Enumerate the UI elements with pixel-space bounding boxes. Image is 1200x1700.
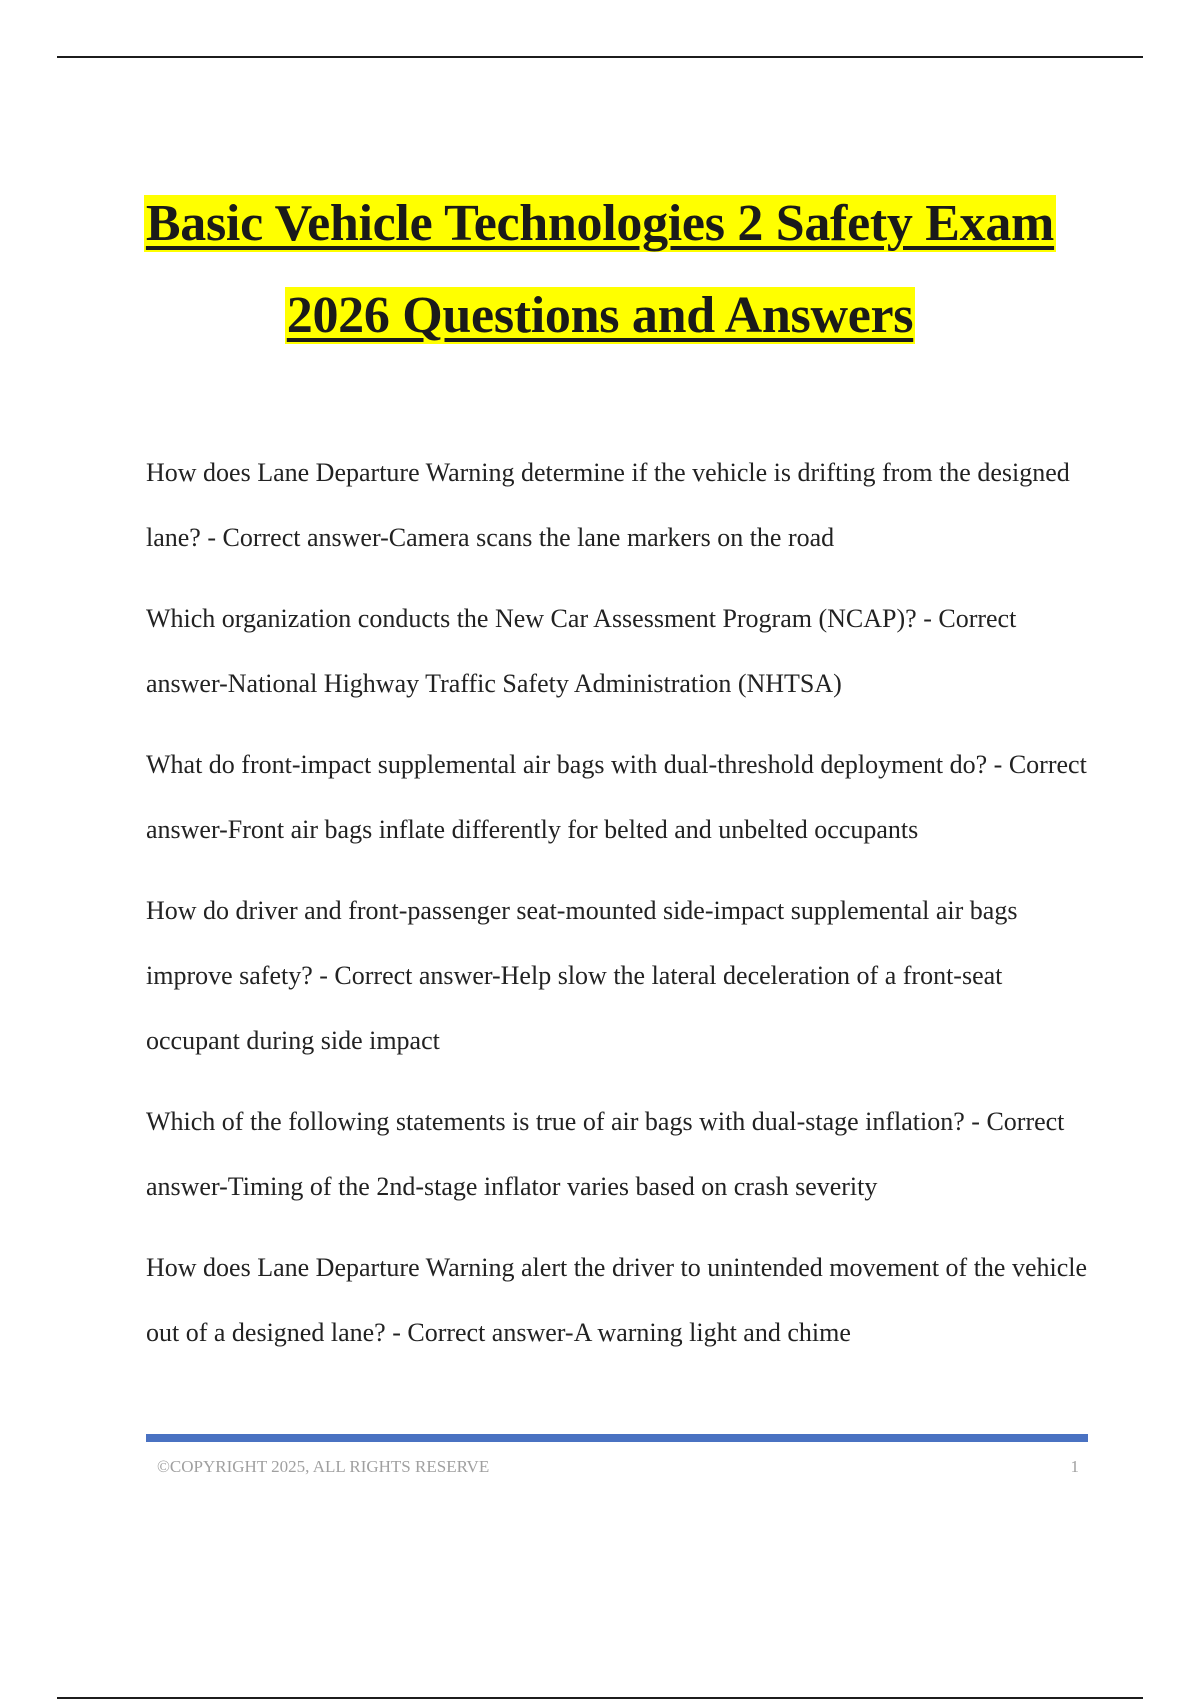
- qa-item: How do driver and front-passenger seat-mounted side-impact supplemental air bags improve safety? - Correct answer-Help slow the lateral deceleration of a front-seat occupant during side impact: [146, 896, 1018, 1055]
- footer-bar: [146, 1434, 1088, 1442]
- page-number: 1: [1070, 1457, 1079, 1476]
- bottom-divider: [57, 1697, 1143, 1699]
- qa-item: How does Lane Departure Warning alert the driver to unintended movement of the vehicle out of a designed lane? - Correct answer-A warning light and chime: [146, 1253, 1088, 1347]
- qa-item: Which of the following statements is true of air bags with dual-stage inflation? - Correct answer-Timing of the 2nd-stage inflator varies based on crash severity: [146, 1107, 1065, 1201]
- title-line-1: Basic Vehicle Technologies 2 Safety Exam: [145, 195, 1055, 252]
- qa-item: How does Lane Departure Warning determine if the vehicle is drifting from the designed lane? - Correct answer-Camera scans the lane markers on the road: [146, 458, 1070, 552]
- qa-item: What do front-impact supplemental air bags with dual-threshold deployment do? - Correct answer-Front air bags inflate differently for belted and unbelted occupants: [146, 750, 1087, 844]
- qa-list: [146, 440, 1096, 1381]
- copyright-text: ©COPYRIGHT 2025, ALL RIGHTS RESERVE: [157, 1457, 490, 1476]
- top-divider: [57, 56, 1143, 58]
- title-line-2: 2026 Questions and Answers: [286, 287, 914, 344]
- document-title: [0, 178, 1200, 362]
- qa-item: Which organization conducts the New Car Assessment Program (NCAP)? - Correct answer-National Highway Traffic Safety Administration (NHTSA): [146, 604, 1017, 698]
